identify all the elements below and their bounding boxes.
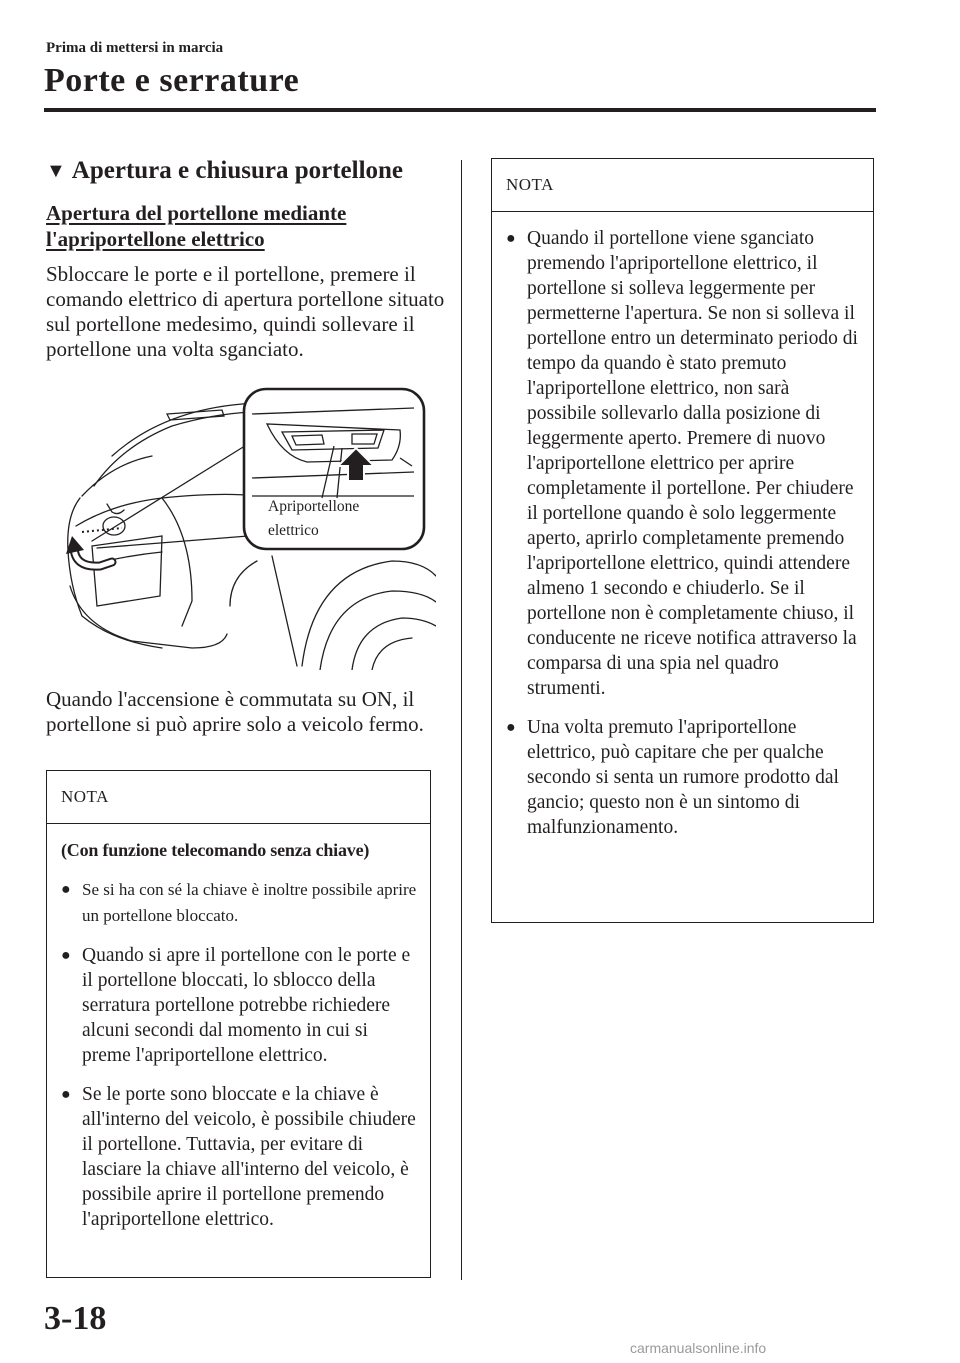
nota-bullet: [61, 1082, 418, 1232]
sub-heading-text: Apertura del portellone mediante l'apriportellone elettrico: [46, 201, 347, 251]
triangle-down-icon: ▼: [46, 160, 66, 182]
watermark: carmanualsonline.info: [630, 1340, 767, 1356]
nota-bullet: [61, 943, 418, 1068]
nota-box-left: [46, 770, 431, 1278]
nota-bullet: [506, 226, 861, 701]
nota-bullet-text: Se le porte sono bloccate e la chiave è all'interno del veicolo, è possibile chiudere il portellone. Tuttavia, per evitare di lasciare la chiave all'interno del veicolo, è possibile aprire il portellone premendo l'apriportellone elettrico.: [82, 1084, 416, 1230]
nota-heading: NOTA: [47, 771, 430, 824]
section-heading: [46, 157, 403, 185]
column-divider: [461, 160, 462, 1280]
nota-box-right: [491, 158, 874, 923]
page-title: Porte e serrature: [44, 62, 300, 99]
nota-heading: NOTA: [492, 159, 873, 212]
nota-bullet-text: Se si ha con sé la chiave è inoltre possibile aprire un portellone bloccato.: [82, 880, 417, 925]
sub-heading: [46, 200, 406, 252]
bullet-dot-icon: ●: [506, 230, 516, 247]
title-rule: [44, 108, 876, 112]
nota-bullet-text: Quando si apre il portellone con le porte e il portellone bloccati, lo sblocco della serratura portellone potrebbe richiedere alcuni secondi dal momento in cui si preme l'apriportellone elettrico.: [82, 945, 411, 1066]
nota-condition: (Con funzione telecomando senza chiave): [61, 840, 370, 860]
figure-caption-line-2: elettrico: [268, 522, 319, 539]
bullet-dot-icon: ●: [61, 1086, 71, 1103]
section-heading-text: Apertura e chiusura portellone: [71, 157, 404, 184]
bullet-dot-icon: ●: [61, 947, 71, 964]
nota-bullet-text: Una volta premuto l'apriportellone elettrico, può capitare che per qualche secondo si senta un rumore prodotto dal gancio; questo non è un sintomo di malfunzionamento.: [527, 717, 839, 838]
figure-caption-line-1: Apriportellone: [268, 498, 360, 515]
ignition-note-paragraph: Quando l'accensione è commutata su ON, il portellone si può aprire solo a veicolo fermo.: [46, 687, 424, 736]
page-number: 3-18: [44, 1300, 107, 1337]
bullet-dot-icon: ●: [61, 881, 71, 898]
instruction-paragraph: Sbloccare le porte e il portellone, premere il comando elettrico di apertura portellone situato sul portellone medesimo, quindi sollevare il portellone una volta sganciato.: [46, 262, 445, 361]
breadcrumb: Prima di mettersi in marcia: [46, 40, 224, 56]
nota-bullet: [506, 715, 861, 840]
figure-caption: [268, 495, 398, 543]
nota-bullet: [61, 877, 418, 929]
bullet-dot-icon: ●: [506, 719, 516, 736]
nota-bullet-text: Quando il portellone viene sganciato premendo l'apriportellone elettrico, il portellone si solleva leggermente per permetterne l'apertura. Se non si solleva il portellone entro un determinato periodo di tempo da quando è stato premuto l'apriportellone elettrico, non sarà possibile sollevarlo dalla posizione di leggermente aperto. Premere di nuovo l'apriportellone elettrico per aprire completamente il portellone. Per chiudere il portellone quando è solo leggermente aperto, aprirlo completamente premendo l'apriportellone elettrico, quindi attendere almeno 1 secondo e chiuderlo. Se il portellone non è completamente chiuso, il conducente ne riceve notifica attraverso la comparsa di una spia nel quadro strumenti.: [527, 228, 858, 699]
